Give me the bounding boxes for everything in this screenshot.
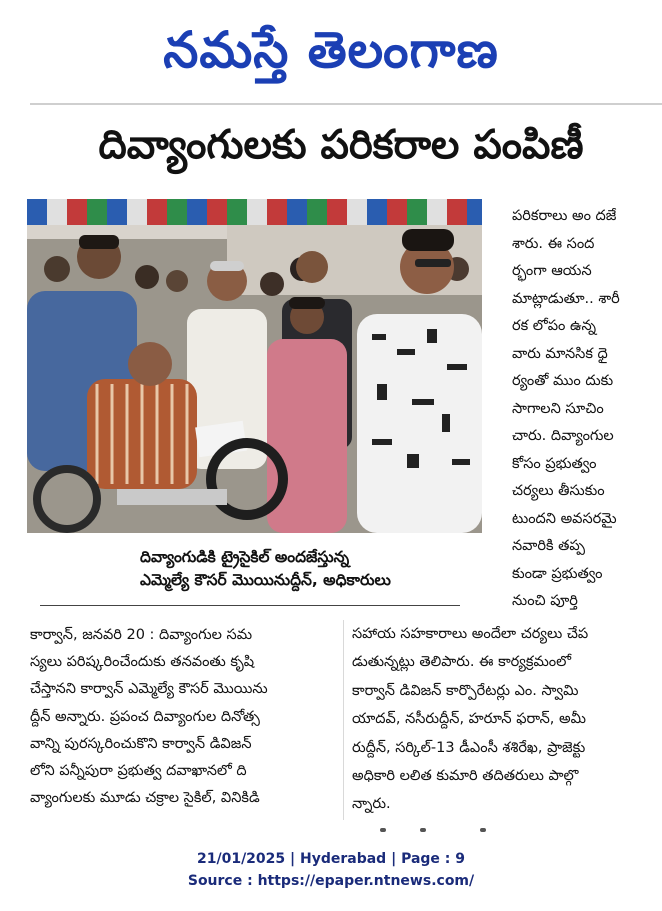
text-line: నవారికి తప్ప — [512, 538, 585, 554]
text-line: డుతున్నట్లు తెలిపారు. ఈ కార్యక్రమంలో — [352, 654, 572, 671]
text-line: స్యలు పరిష్కరించేందుకు తనవంతు కృషి — [30, 654, 255, 671]
text-line: టుందని అవసరమై — [512, 510, 617, 527]
text-line: శారు. ఈ సంద — [512, 235, 595, 252]
text-line: వారు మానసిక ధై — [512, 345, 608, 362]
footer-date-line: 21/01/2025 | Hyderabad | Page : 9 — [196, 851, 466, 867]
body-column-left — [30, 622, 345, 812]
text-line: వాన్ని పురస్కరించుకొని కార్వాన్ డివిజన్ — [30, 735, 252, 752]
text-line: మాట్లాడుతూ.. శారీ — [512, 290, 620, 307]
text-line: సహాయ సహకారాలు అందేలా చర్యలు చేప — [352, 626, 589, 642]
text-line: పరికరాలు అం దజే — [512, 208, 617, 224]
article-headline: దివ్యాంగులకు పరికరాల పంపిణీ — [98, 122, 584, 168]
news-photo — [27, 199, 482, 533]
text-line: ర్భంగా ఆయన — [512, 263, 592, 279]
column-divider — [343, 620, 344, 820]
text-line: చారు. దివ్యాంగుల — [512, 428, 614, 444]
caption-divider — [40, 605, 460, 606]
text-line: నుంచి పూర్తి — [512, 593, 578, 609]
footer-source-line: Source : https://epaper.ntnews.com/ — [187, 873, 475, 889]
text-line: కార్వాన్, జనవరి 20 : దివ్యాంగుల సమ — [30, 627, 253, 643]
text-line: కోసం ప్రభుత్వం — [512, 455, 597, 472]
body-column-right — [352, 620, 652, 819]
masthead — [0, 0, 662, 100]
text-line: అధికారి లలిత కుమారి తదితరులు పాల్గొ — [352, 768, 579, 785]
text-line: ద్దీన్ అన్నారు. ప్రపంచ దివ్యాంగుల దినోత్స — [30, 708, 260, 725]
caption-line: దివ్యాంగుడికి ట్రైసైకిల్ అందజేస్తున్న — [140, 548, 350, 566]
caption-line: ఎమ్మెల్యే కౌసర్ మొయినుద్దీన్, అధికారులు — [140, 571, 391, 589]
text-line: లోని పన్నీపురా ప్రభుత్వ దవాఖానలో ది — [30, 763, 247, 780]
text-line: రక లోపం ఉన్న — [512, 318, 597, 334]
text-line: సాగాలని సూచిం — [512, 400, 604, 417]
text-line: రుద్దీన్, సర్కిల్-13 డీఎంసీ శశిరేఖ, ప్రాజెక్టు — [352, 739, 586, 756]
newspaper-title: నమస్తే తెలంగాణ — [163, 21, 499, 79]
text-line: న్నారు. — [352, 796, 391, 813]
text-line: చర్యలు తీసుకుం — [512, 483, 605, 499]
text-line: కుండా ప్రభుత్వం — [512, 565, 603, 582]
text-line: ర్యంతో ముం దుకు — [512, 373, 614, 389]
text-line: వ్యాంగులకు మూడు చక్రాల సైకిల్, వినికిడి — [30, 790, 260, 807]
text-line: చేస్తానని కార్వాన్ ఎమ్మెల్యే కౌసర్ మొయిను — [30, 681, 268, 698]
text-line: యాదవ్, నసీరుద్దీన్, హరూన్ ఫరాన్, అమీ — [352, 711, 586, 728]
photo-caption — [140, 546, 480, 592]
text-line: కార్వాన్ డివిజన్ కార్పొరేటర్లు ఎం. స్వామి — [352, 682, 579, 699]
masthead-rule — [30, 103, 662, 105]
page-cut-marks — [380, 828, 500, 834]
side-column — [512, 203, 652, 616]
